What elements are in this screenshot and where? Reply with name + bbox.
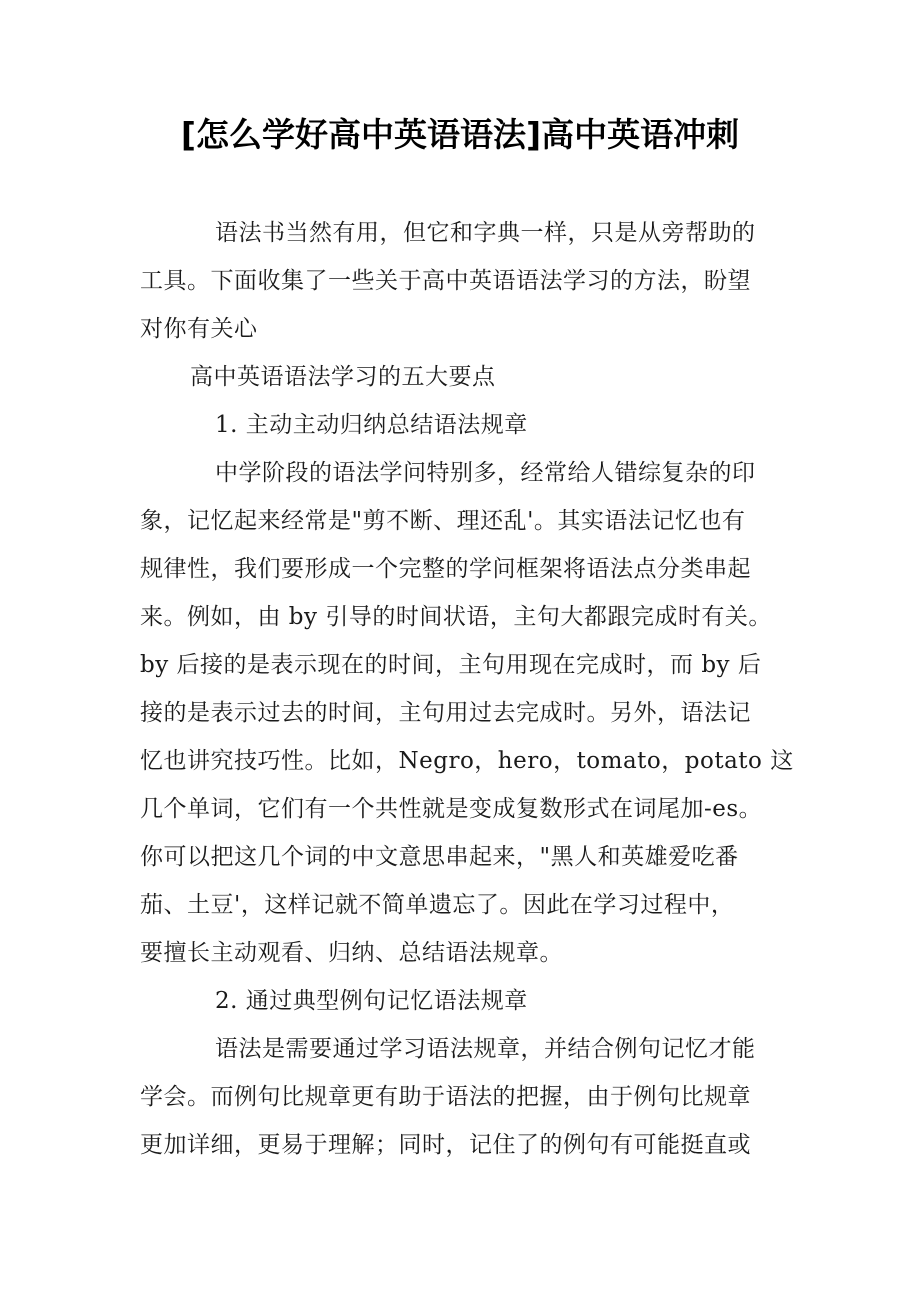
paragraph-line: 语法书当然有用，但它和字典一样，只是从旁帮助的: [215, 220, 756, 246]
numbered-heading-2: 2. 通过典型例句记忆语法规章: [215, 988, 528, 1014]
paragraph-line: 几个单词，它们有一个共性就是变成复数形式在词尾加-es。: [140, 796, 763, 822]
paragraph-line: 忆也讲究技巧性。比如，Negro，hero，tomato，potato 这: [140, 748, 794, 774]
paragraph-line: 要擅长主动观看、归纳、总结语法规章。: [140, 940, 563, 966]
paragraph-line: by 后接的是表示现在的时间，主句用现在完成时，而 by 后: [140, 652, 762, 678]
paragraph-line: 中学阶段的语法学问特别多，经常给人错综复杂的印: [215, 460, 756, 486]
paragraph-line: 来。例如，由 by 引导的时间状语，主句大都跟完成时有关。: [140, 604, 772, 630]
numbered-heading-1: 1. 主动主动归纳总结语法规章: [215, 412, 528, 438]
paragraph-line: 你可以把这几个词的中文意思串起来，"黑人和英雄爱吃番: [140, 844, 739, 870]
paragraph-line: 语法是需要通过学习语法规章，并结合例句记忆才能: [215, 1036, 756, 1062]
document-title: [怎么学好高中英语语法]高中英语冲刺: [180, 115, 740, 154]
paragraph-line: 更加详细，更易于理解；同时，记住了的例句有可能挺直或: [140, 1132, 751, 1158]
paragraph-line: 接的是表示过去的时间，主句用过去完成时。另外，语法记: [140, 700, 751, 726]
paragraph-line: 工具。下面收集了一些关于高中英语语法学习的方法，盼望: [140, 268, 751, 294]
paragraph-line: 学会。而例句比规章更有助于语法的把握，由于例句比规章: [140, 1084, 751, 1110]
paragraph-line: 象，记忆起来经常是"剪不断、理还乱'。其实语法记忆也有: [140, 508, 746, 534]
section-heading: 高中英语语法学习的五大要点: [190, 364, 496, 390]
paragraph-line: 规律性，我们要形成一个完整的学问框架将语法点分类串起: [140, 556, 751, 582]
paragraph-line: 茄、土豆'，这样记就不简单遗忘了。因此在学习过程中，: [140, 892, 735, 918]
paragraph-line: 对你有关心: [140, 316, 258, 342]
